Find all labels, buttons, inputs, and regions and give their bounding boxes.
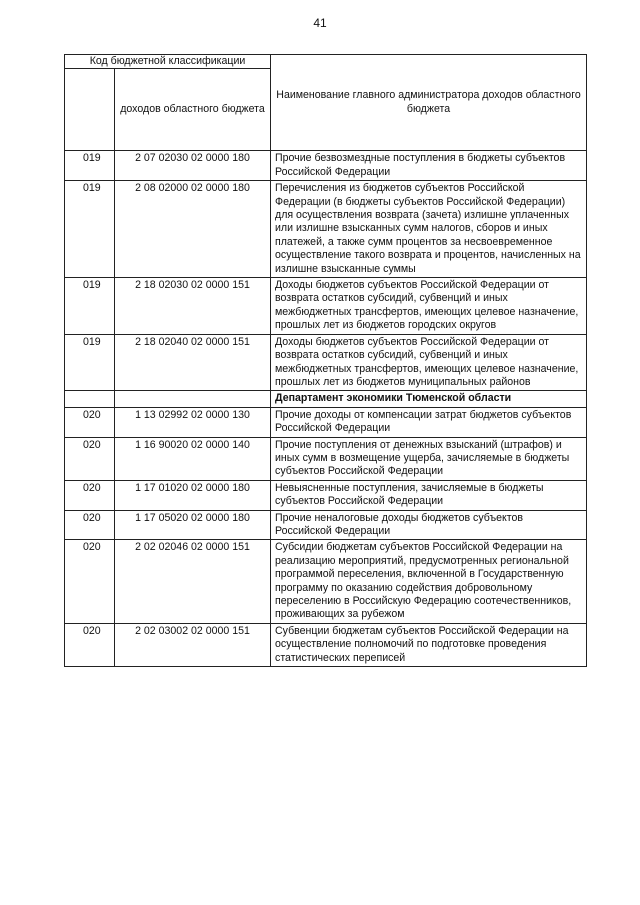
income-name-cell: Субвенции бюджетам субъектов Российской Федерации на осуществление полномочий по подготовке проведения статистических переписей xyxy=(271,623,587,666)
income-name-cell: Прочие неналоговые доходы бюджетов субъектов Российской Федерации xyxy=(271,510,587,540)
admin-code-cell xyxy=(65,391,115,407)
admin-code-cell: 020 xyxy=(65,407,115,437)
income-name-cell: Доходы бюджетов субъектов Российской Федерации от возврата остатков субсидий, субвенций и иных межбюджетных трансфертов, имеющих целевое назначение, прошлых лет из бюджетов городских округов xyxy=(271,278,587,335)
table-row xyxy=(65,437,587,480)
admin-code-cell: 020 xyxy=(65,540,115,623)
administrator-code-header xyxy=(65,69,115,151)
income-name-cell: Прочие доходы от компенсации затрат бюджетов субъектов Российской Федерации xyxy=(271,407,587,437)
table-row xyxy=(65,540,587,623)
table-row xyxy=(65,278,587,335)
income-code-cell xyxy=(115,391,271,407)
income-code-cell: 1 17 01020 02 0000 180 xyxy=(115,480,271,510)
income-name-cell: Прочие безвозмездные поступления в бюджеты субъектов Российской Федерации xyxy=(271,151,587,181)
income-code-cell: 1 13 02992 02 0000 130 xyxy=(115,407,271,437)
table-row xyxy=(65,334,587,391)
admin-code-cell: 020 xyxy=(65,480,115,510)
table-row xyxy=(65,510,587,540)
income-code-cell: 1 16 90020 02 0000 140 xyxy=(115,437,271,480)
page-number: 41 xyxy=(313,16,327,30)
income-code-cell: 1 17 05020 02 0000 180 xyxy=(115,510,271,540)
admin-code-cell: 019 xyxy=(65,151,115,181)
admin-code-cell: 019 xyxy=(65,181,115,278)
table-body xyxy=(65,151,587,667)
table-row xyxy=(65,480,587,510)
income-code-header: доходов областного бюджета xyxy=(115,69,271,151)
table-row xyxy=(65,151,587,181)
admin-code-cell: 020 xyxy=(65,623,115,666)
admin-code-cell: 020 xyxy=(65,510,115,540)
income-name-cell: Доходы бюджетов субъектов Российской Федерации от возврата остатков субсидий, субвенций и иных межбюджетных трансфертов, имеющих целевое назначение, прошлых лет из бюджетов муниципальных районов xyxy=(271,334,587,391)
department-name-cell: Департамент экономики Тюменской области xyxy=(271,391,587,407)
income-code-cell: 2 18 02040 02 0000 151 xyxy=(115,334,271,391)
table-row xyxy=(65,181,587,278)
income-code-cell: 2 02 02046 02 0000 151 xyxy=(115,540,271,623)
budget-classification-table xyxy=(64,54,587,667)
administrator-name-header: Наименование главного администратора доходов областного бюджета xyxy=(271,55,587,151)
income-name-cell: Субсидии бюджетам субъектов Российской Федерации на реализацию мероприятий, предусмотренных региональной программой переселения, включенной в Государственную программу по оказанию содействия добровольному переселению в Российскую Федерацию соотечественников, проживающих за рубежом xyxy=(271,540,587,623)
department-row xyxy=(65,391,587,407)
admin-code-cell: 020 xyxy=(65,437,115,480)
income-code-cell: 2 02 03002 02 0000 151 xyxy=(115,623,271,666)
income-code-cell: 2 18 02030 02 0000 151 xyxy=(115,278,271,335)
table-header-row xyxy=(65,55,587,69)
table-row xyxy=(65,407,587,437)
admin-code-cell: 019 xyxy=(65,334,115,391)
income-code-cell: 2 07 02030 02 0000 180 xyxy=(115,151,271,181)
income-name-cell: Перечисления из бюджетов субъектов Российской Федерации (в бюджеты субъектов Российской Федерации) для осуществления возврата (зачета) излишне уплаченных или излишне взысканных сумм налогов, сборов и иных платежей, а также сумм процентов за несвоевременное осуществление такого возврата и процентов, начисленных на излишне взысканные суммы xyxy=(271,181,587,278)
admin-code-cell: 019 xyxy=(65,278,115,335)
income-name-cell: Прочие поступления от денежных взысканий (штрафов) и иных сумм в возмещение ущерба, зачисляемые в бюджеты субъектов Российской Федерации xyxy=(271,437,587,480)
income-name-cell: Невыясненные поступления, зачисляемые в бюджеты субъектов Российской Федерации xyxy=(271,480,587,510)
budget-code-group-header: Код бюджетной классификации xyxy=(65,55,271,69)
table-row xyxy=(65,623,587,666)
income-code-cell: 2 08 02000 02 0000 180 xyxy=(115,181,271,278)
